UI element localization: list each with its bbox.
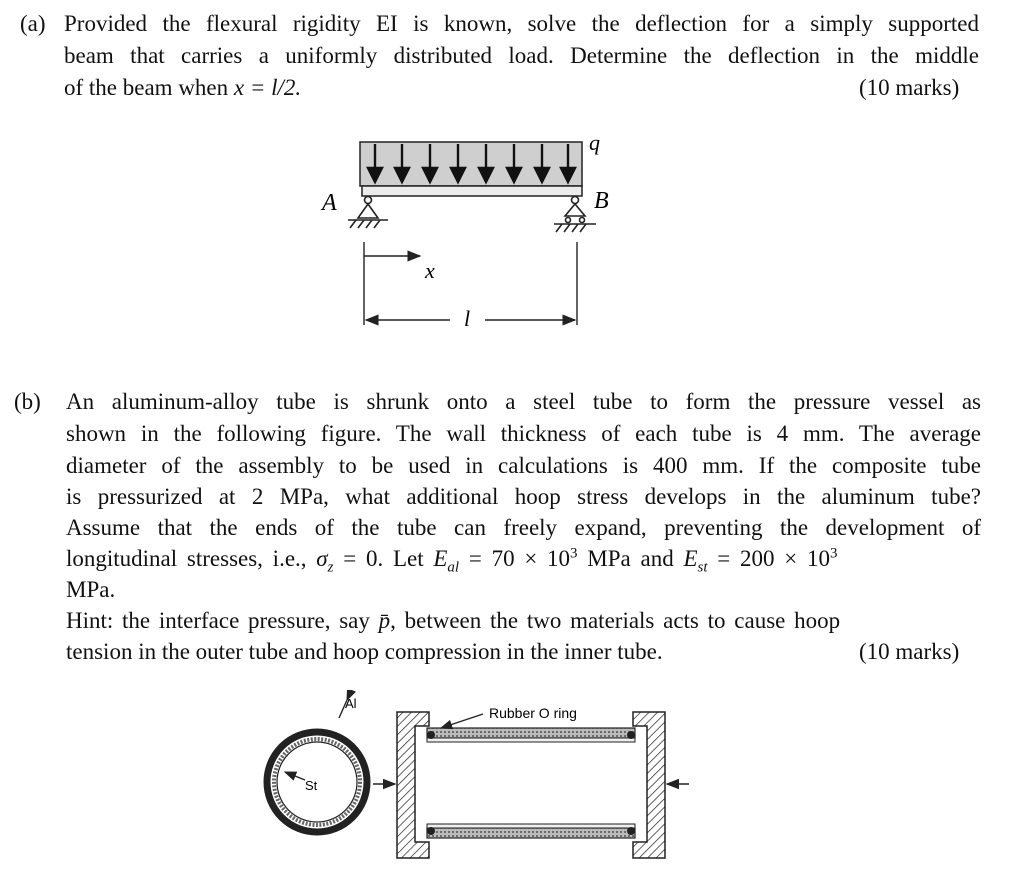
tube-wall-bottom [427,828,635,838]
part-a-marks: (10 marks) [859,75,960,100]
line-6-prefix: longitudinal stresses, i.e., [66,546,307,571]
part-b-hint-line-1 [66,605,840,637]
al-label: Al [345,696,357,711]
support-b-label: B [594,188,609,214]
part-b-line-6 [66,543,838,575]
length-label: l [464,306,471,331]
sigma-symbol: σ [316,546,328,571]
e-st-subscript: st [697,559,708,576]
dimension-lines [364,242,577,325]
part-b-line-4: is pressurized at 2 MPa, what additional hoop stress develops in the aluminum tube? [66,484,981,509]
load-label: q [589,130,600,155]
sigma-subscript: z [327,559,334,576]
part-b-line-2: shown in the following figure. The wall thickness of each tube is 4 mm. The average [66,421,981,446]
e-al-exponent: 3 [570,545,578,562]
part-b-line-5: Assume that the ends of the tube can freely expand, preventing the development of [66,515,981,540]
hint-prefix: Hint: the interface pressure, say [66,608,370,633]
e-st-exponent: 3 [830,545,838,562]
part-a-line-3 [64,72,301,104]
e-al-value: = 70 × 10 [468,546,571,571]
pressure-vessel-figure [255,690,715,875]
right-end-cap [633,712,665,858]
hint-suffix: , between the two materials acts to cause hoop [390,608,841,633]
part-b-line-7: MPa. [66,577,116,602]
part-a-label: (a) [20,11,46,36]
sigma-value: = 0. [343,546,384,571]
x-label: x [425,258,435,283]
right-roller-support [554,197,596,233]
let-word: Let [392,546,424,571]
p-bar-symbol: p̄ [378,608,391,633]
left-pin-support [348,197,388,229]
part-b-hint-line-2: tension in the outer tube and hoop compression in the inner tube. [66,639,663,664]
o-ring-label: Rubber O ring [489,705,577,721]
part-a-line-1: Provided the flexural rigidity EI is known, solve the deflection for a simply supported [64,11,979,36]
o-ring [427,731,435,739]
part-b-label: (b) [14,389,41,414]
e-st-symbol: E [683,546,698,571]
part-b-line-3: diameter of the assembly to be used in calculations is 400 mm. If the composite tube [66,453,981,478]
e-st-value: = 200 × 10 [717,546,830,571]
e-al-subscript: al [447,559,460,576]
st-label: St [305,778,318,793]
distributed-load-block [360,142,582,186]
part-b-line-1: An aluminum-alloy tube is shrunk onto a steel tube to form the pressure vessel as [66,389,981,414]
tube-wall-top [427,728,635,738]
part-a-line-2: beam that carries a uniformly distributed load. Determine the deflection in the middle [64,43,979,68]
part-a-math: x = l/2. [233,75,302,100]
part-a-line-3-text: of the beam when [64,75,229,100]
beam-figure [300,120,640,340]
e-al-symbol: E [433,546,448,571]
support-a-label: A [322,190,337,216]
left-end-cap [397,712,429,858]
beam [362,186,582,196]
part-b-marks: (10 marks) [859,639,960,664]
mpa-and: MPa and [587,546,674,571]
